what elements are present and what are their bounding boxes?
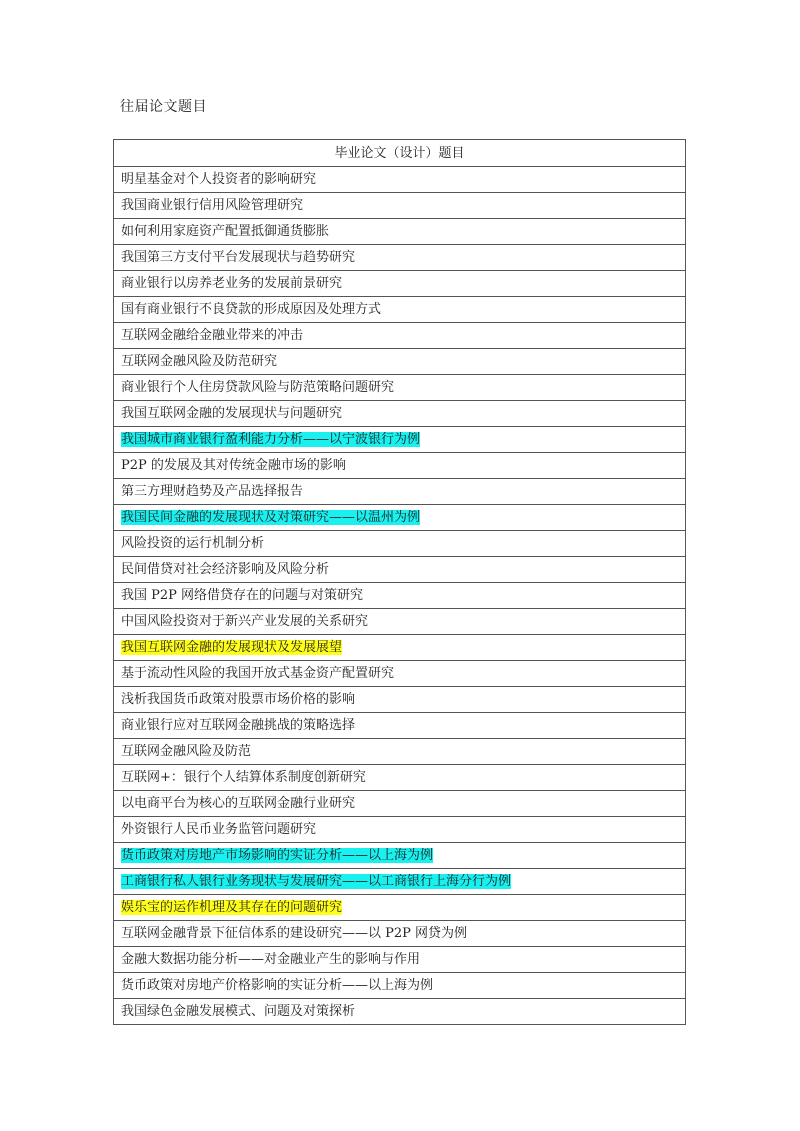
table-row bbox=[114, 765, 686, 791]
topic-cell bbox=[114, 505, 686, 531]
topic-text: 商业银行应对互联网金融挑战的策略选择 bbox=[121, 718, 356, 733]
table-row bbox=[114, 921, 686, 947]
table-row bbox=[114, 999, 686, 1025]
topic-cell bbox=[114, 739, 686, 765]
topic-text: 我国城市商业银行盈利能力分析——以宁波银行为例 bbox=[121, 432, 421, 447]
topic-text: 如何利用家庭资产配置抵御通货膨胀 bbox=[121, 224, 330, 239]
topic-cell bbox=[114, 323, 686, 349]
topic-text: 互联网金融背景下征信体系的建设研究——以 P2P 网贷为例 bbox=[121, 926, 468, 941]
table-row bbox=[114, 167, 686, 193]
table-row bbox=[114, 193, 686, 219]
topic-cell bbox=[114, 869, 686, 895]
topic-cell bbox=[114, 661, 686, 687]
topic-cell bbox=[114, 947, 686, 973]
topic-text: 外资银行人民币业务监管问题研究 bbox=[121, 822, 317, 837]
table-row bbox=[114, 895, 686, 921]
topic-text: 我国 P2P 网络借贷存在的问题与对策研究 bbox=[121, 588, 364, 603]
table-row bbox=[114, 505, 686, 531]
topic-text: 工商银行私人银行业务现状与发展研究——以工商银行上海分行为例 bbox=[121, 874, 512, 889]
table-row bbox=[114, 739, 686, 765]
topic-cell bbox=[114, 531, 686, 557]
topic-cell bbox=[114, 765, 686, 791]
topic-cell bbox=[114, 791, 686, 817]
topic-text: 第三方理财趋势及产品选择报告 bbox=[121, 484, 304, 499]
table-row bbox=[114, 583, 686, 609]
table-header-cell: 毕业论文（设计）题目 bbox=[114, 140, 686, 167]
document-title: 往届论文题目 bbox=[120, 99, 207, 115]
topic-cell bbox=[114, 713, 686, 739]
table-row bbox=[114, 349, 686, 375]
table-row bbox=[114, 453, 686, 479]
topic-text: 金融大数据功能分析——对金融业产生的影响与作用 bbox=[121, 952, 421, 967]
topic-cell bbox=[114, 271, 686, 297]
topic-text: 互联网金融给金融业带来的冲击 bbox=[121, 328, 304, 343]
topic-cell bbox=[114, 453, 686, 479]
topic-cell bbox=[114, 297, 686, 323]
topic-cell bbox=[114, 999, 686, 1025]
topic-cell bbox=[114, 427, 686, 453]
table-row bbox=[114, 531, 686, 557]
topic-cell bbox=[114, 375, 686, 401]
table-body bbox=[114, 167, 686, 1025]
table-row bbox=[114, 973, 686, 999]
topic-cell bbox=[114, 479, 686, 505]
table-row bbox=[114, 635, 686, 661]
table-row bbox=[114, 557, 686, 583]
topic-cell bbox=[114, 557, 686, 583]
topic-text: 我国互联网金融的发展现状及发展展望 bbox=[121, 640, 343, 655]
table-row bbox=[114, 869, 686, 895]
table-row bbox=[114, 219, 686, 245]
topic-cell bbox=[114, 193, 686, 219]
topic-text: 互联网金融风险及防范 bbox=[121, 744, 252, 759]
table-row bbox=[114, 401, 686, 427]
table-row bbox=[114, 661, 686, 687]
topic-text: 商业银行以房养老业务的发展前景研究 bbox=[121, 276, 343, 291]
table-row bbox=[114, 609, 686, 635]
topic-cell bbox=[114, 245, 686, 271]
topic-text: 我国第三方支付平台发展现状与趋势研究 bbox=[121, 250, 356, 265]
topic-text: 娱乐宝的运作机理及其存在的问题研究 bbox=[121, 900, 343, 915]
topic-text: 货币政策对房地产价格影响的实证分析——以上海为例 bbox=[121, 978, 434, 993]
topic-cell bbox=[114, 687, 686, 713]
topic-text: 我国商业银行信用风险管理研究 bbox=[121, 198, 304, 213]
topic-text: 互联网+：银行个人结算体系制度创新研究 bbox=[121, 770, 366, 785]
topic-cell bbox=[114, 973, 686, 999]
table-row bbox=[114, 245, 686, 271]
topic-text: 货币政策对房地产市场影响的实证分析——以上海为例 bbox=[121, 848, 434, 863]
topic-text: 我国绿色金融发展模式、问题及对策探析 bbox=[121, 1004, 356, 1019]
topic-cell bbox=[114, 583, 686, 609]
table-row bbox=[114, 947, 686, 973]
table-row bbox=[114, 375, 686, 401]
topic-cell bbox=[114, 167, 686, 193]
topic-cell bbox=[114, 921, 686, 947]
topic-cell bbox=[114, 349, 686, 375]
table-header-row bbox=[114, 140, 686, 167]
topic-text: 互联网金融风险及防范研究 bbox=[121, 354, 278, 369]
topic-text: 基于流动性风险的我国开放式基金资产配置研究 bbox=[121, 666, 395, 681]
table-row bbox=[114, 427, 686, 453]
topic-text: 国有商业银行不良贷款的形成原因及处理方式 bbox=[121, 302, 382, 317]
table-row bbox=[114, 817, 686, 843]
topic-text: 我国互联网金融的发展现状与问题研究 bbox=[121, 406, 343, 421]
table-row bbox=[114, 687, 686, 713]
thesis-topics-table bbox=[113, 139, 686, 1025]
table-row bbox=[114, 713, 686, 739]
topic-text: 民间借贷对社会经济影响及风险分析 bbox=[121, 562, 330, 577]
topic-cell bbox=[114, 843, 686, 869]
topic-text: 我国民间金融的发展现状及对策研究——以温州为例 bbox=[121, 510, 421, 525]
topic-text: 风险投资的运行机制分析 bbox=[121, 536, 265, 551]
topic-cell bbox=[114, 219, 686, 245]
table-row bbox=[114, 297, 686, 323]
table-row bbox=[114, 791, 686, 817]
topic-text: P2P 的发展及其对传统金融市场的影响 bbox=[121, 458, 346, 473]
topic-cell bbox=[114, 817, 686, 843]
table-row bbox=[114, 271, 686, 297]
topic-text: 明星基金对个人投资者的影响研究 bbox=[121, 172, 317, 187]
table-row bbox=[114, 323, 686, 349]
topic-cell bbox=[114, 635, 686, 661]
topic-cell bbox=[114, 895, 686, 921]
topic-text: 商业银行个人住房贷款风险与防范策略问题研究 bbox=[121, 380, 395, 395]
table-row bbox=[114, 479, 686, 505]
topic-text: 浅析我国货币政策对股票市场价格的影响 bbox=[121, 692, 356, 707]
topic-cell bbox=[114, 401, 686, 427]
topic-text: 中国风险投资对于新兴产业发展的关系研究 bbox=[121, 614, 369, 629]
topic-text: 以电商平台为核心的互联网金融行业研究 bbox=[121, 796, 356, 811]
topic-cell bbox=[114, 609, 686, 635]
table-row bbox=[114, 843, 686, 869]
